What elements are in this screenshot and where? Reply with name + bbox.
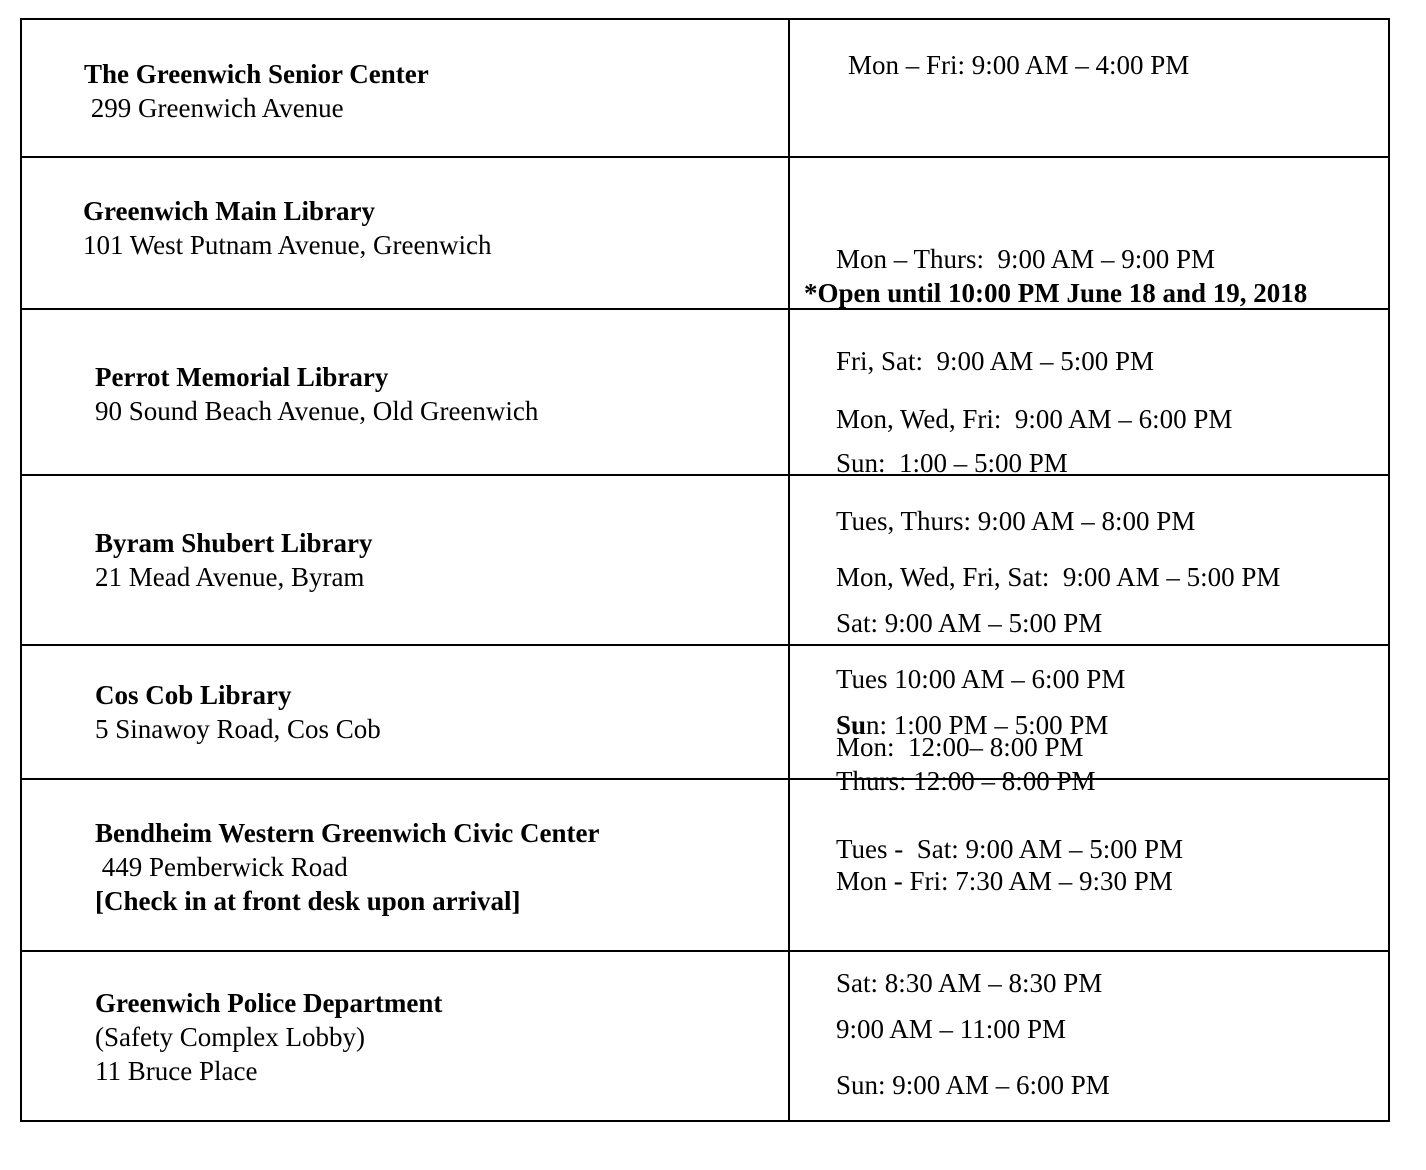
location-cell bbox=[21, 951, 789, 1121]
location-address: 90 Sound Beach Avenue, Old Greenwich bbox=[95, 396, 539, 426]
hours-rest: n: 1:00 PM – 5:00 PM bbox=[866, 710, 1109, 740]
hours-line: Mon: 12:00– 8:00 PM bbox=[836, 732, 1084, 762]
location-name: Perrot Memorial Library bbox=[95, 362, 389, 392]
location-address: 21 Mead Avenue, Byram bbox=[95, 562, 365, 592]
hours-line: Tues 10:00 AM – 6:00 PM bbox=[836, 664, 1126, 694]
hours-note: *Open until 10:00 PM June 18 and 19, 2018 bbox=[804, 278, 1308, 308]
hours-line: Mon – Fri: 9:00 AM – 4:00 PM bbox=[848, 50, 1190, 80]
location-address: 101 West Putnam Avenue, Greenwich bbox=[83, 230, 492, 260]
location-address: 299 Greenwich Avenue bbox=[84, 93, 344, 123]
location-name: Bendheim Western Greenwich Civic Center bbox=[95, 818, 600, 848]
hours-line: Tues, Thurs: 9:00 AM – 8:00 PM bbox=[836, 506, 1196, 536]
hours-line: Sun: 9:00 AM – 6:00 PM bbox=[836, 1070, 1110, 1100]
location-name: Byram Shubert Library bbox=[95, 528, 373, 558]
hours-line: Mon, Wed, Fri, Sat: 9:00 AM – 5:00 PM bbox=[836, 562, 1281, 592]
location-cell bbox=[21, 19, 789, 157]
table-row bbox=[21, 951, 1389, 1121]
hours-line: Mon - Fri: 7:30 AM – 9:30 PM bbox=[836, 866, 1173, 896]
table-row bbox=[21, 779, 1389, 951]
hours-line: Sat: 8:30 AM – 8:30 PM bbox=[836, 968, 1103, 998]
hours-line: Mon – Thurs: 9:00 AM – 9:00 PM bbox=[836, 244, 1216, 274]
hours-line: 9:00 AM – 11:00 PM bbox=[836, 1014, 1067, 1044]
location-cell bbox=[21, 779, 789, 951]
location-cell bbox=[21, 309, 789, 475]
hours-day-bold: Su bbox=[836, 710, 867, 740]
location-name: The Greenwich Senior Center bbox=[84, 59, 429, 89]
location-address: 5 Sinawoy Road, Cos Cob bbox=[95, 714, 381, 744]
location-name: Greenwich Police Department bbox=[95, 988, 443, 1018]
location-address: 449 Pemberwick Road bbox=[95, 852, 348, 882]
hours-line: Fri, Sat: 9:00 AM – 5:00 PM bbox=[836, 346, 1155, 376]
location-cell bbox=[21, 475, 789, 645]
location-name: Cos Cob Library bbox=[95, 680, 292, 710]
hours-line: Thurs: 12:00 – 8:00 PM bbox=[836, 766, 1096, 796]
hours-line: Sun: 1:00 – 5:00 PM bbox=[836, 448, 1068, 478]
location-cell bbox=[21, 645, 789, 779]
location-note: [Check in at front desk upon arrival] bbox=[95, 886, 521, 916]
hours-cell bbox=[789, 951, 1389, 1121]
hours-table bbox=[20, 18, 1390, 1122]
table-row bbox=[21, 475, 1389, 645]
location-name: Greenwich Main Library bbox=[83, 196, 375, 226]
hours-line: Sat: 9:00 AM – 5:00 PM bbox=[836, 608, 1103, 638]
location-address: (Safety Complex Lobby) bbox=[95, 1022, 365, 1052]
table-row bbox=[21, 645, 1389, 779]
location-cell bbox=[21, 157, 789, 309]
hours-line: Tues - Sat: 9:00 AM – 5:00 PM bbox=[836, 834, 1184, 864]
hours-line: Mon, Wed, Fri: 9:00 AM – 6:00 PM bbox=[836, 404, 1233, 434]
table-row bbox=[21, 157, 1389, 309]
location-address: 11 Bruce Place bbox=[95, 1056, 258, 1086]
table-row bbox=[21, 309, 1389, 475]
hours-cell bbox=[789, 19, 1389, 157]
table-row bbox=[21, 19, 1389, 157]
